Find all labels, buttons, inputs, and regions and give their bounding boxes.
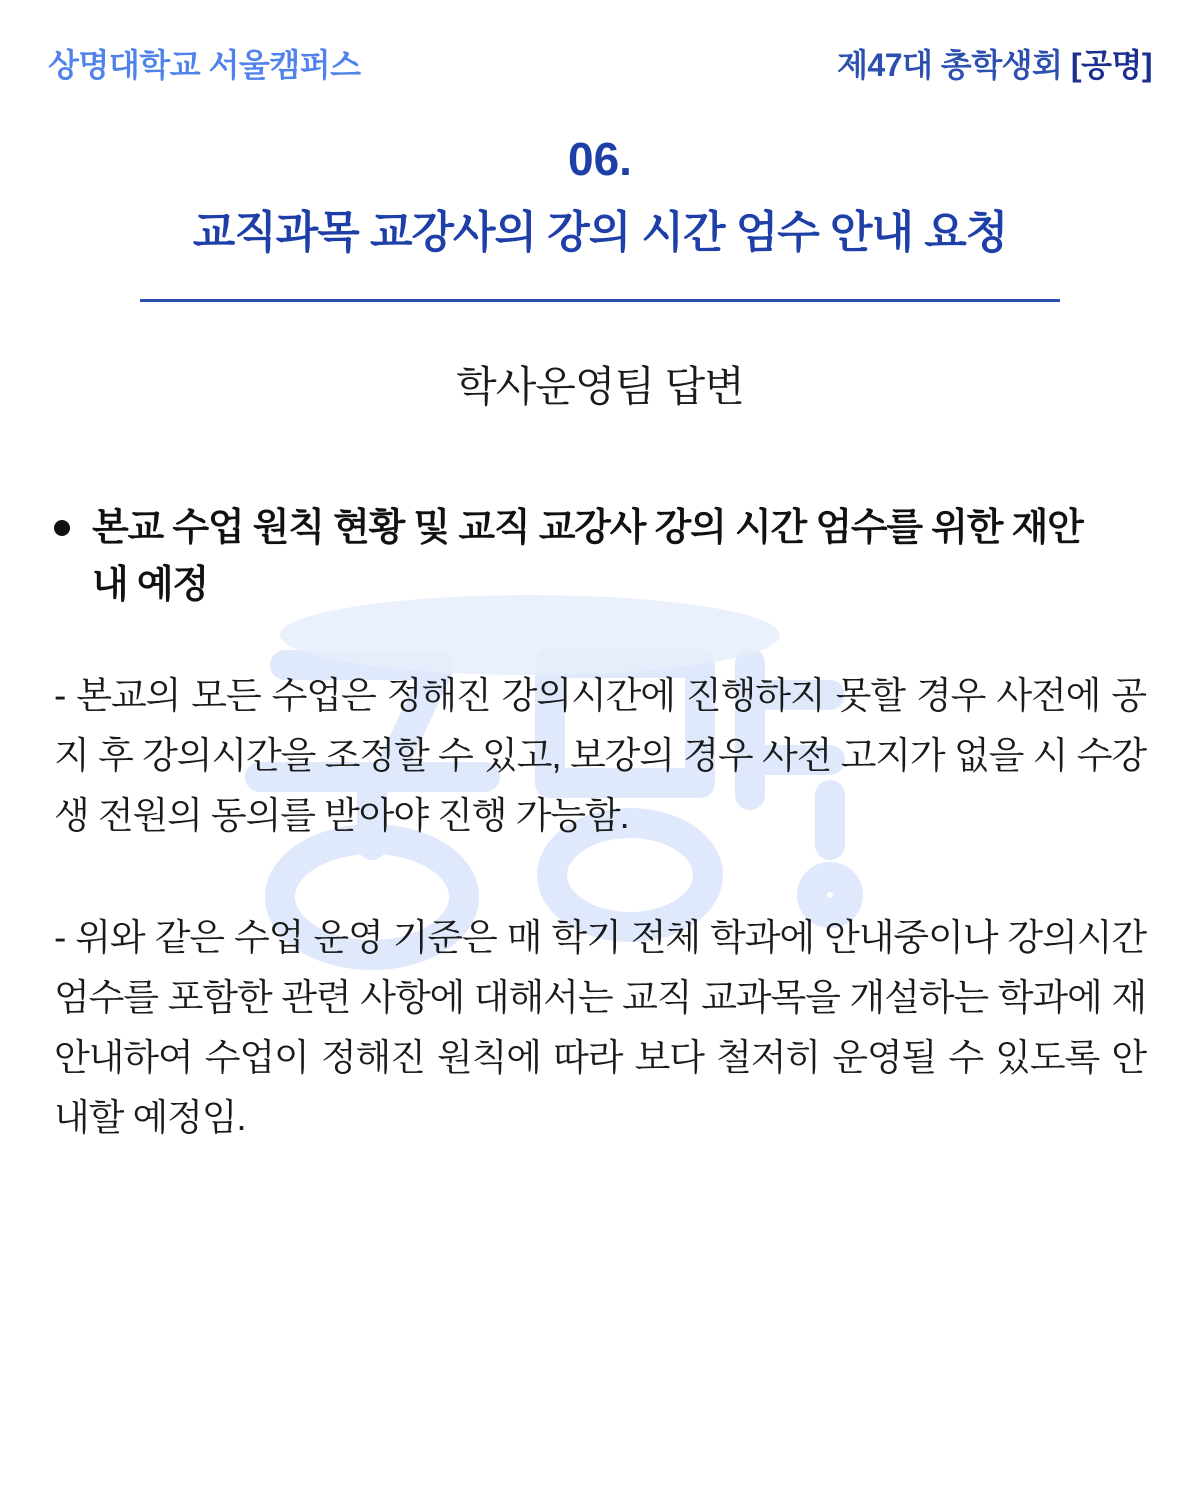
answer-source: 학사운영팀 답변 [456,363,744,411]
student-council-name [837,40,1152,86]
page-title: 교직과목 교강사의 강의 시간 엄수 안내 요청 [192,207,1008,257]
list-item [54,500,1146,614]
bullet-label: 본교 수업 원칙 현황 및 교직 교강사 강의 시간 엄수를 위한 재안내 예정 [92,507,1083,607]
student-council-term: 제47대 총학생회 [837,47,1071,83]
student-council-brand: [공명] [1070,47,1152,83]
university-name: 상명대학교 서울캠퍼스 [48,47,361,83]
answer-body [48,500,1152,1148]
title-block [48,134,1152,302]
page-header [48,40,1152,100]
bullet-icon [54,520,70,536]
paragraph-1: - 본교의 모든 수업은 정해진 강의시간에 진행하지 못할 경우 사전에 공지 후 강의시간을 조정할 수 있고, 보강의 경우 사전 고지가 없을 시 수강생 전원의 동의를 받아야 진행 가능함. [54,675,1146,837]
item-number: 06. [568,133,632,185]
title-divider [140,299,1060,302]
paragraph-2: - 위와 같은 수업 운영 기준은 매 학기 전체 학과에 안내중이나 강의시간 엄수를 포함한 관련 사항에 대해서는 교직 교과목을 개설하는 학과에 재안내하여 수업이 정해진 원칙에 따라 보다 철저히 운영될 수 있도록 안내할 예정임. [54,917,1146,1139]
